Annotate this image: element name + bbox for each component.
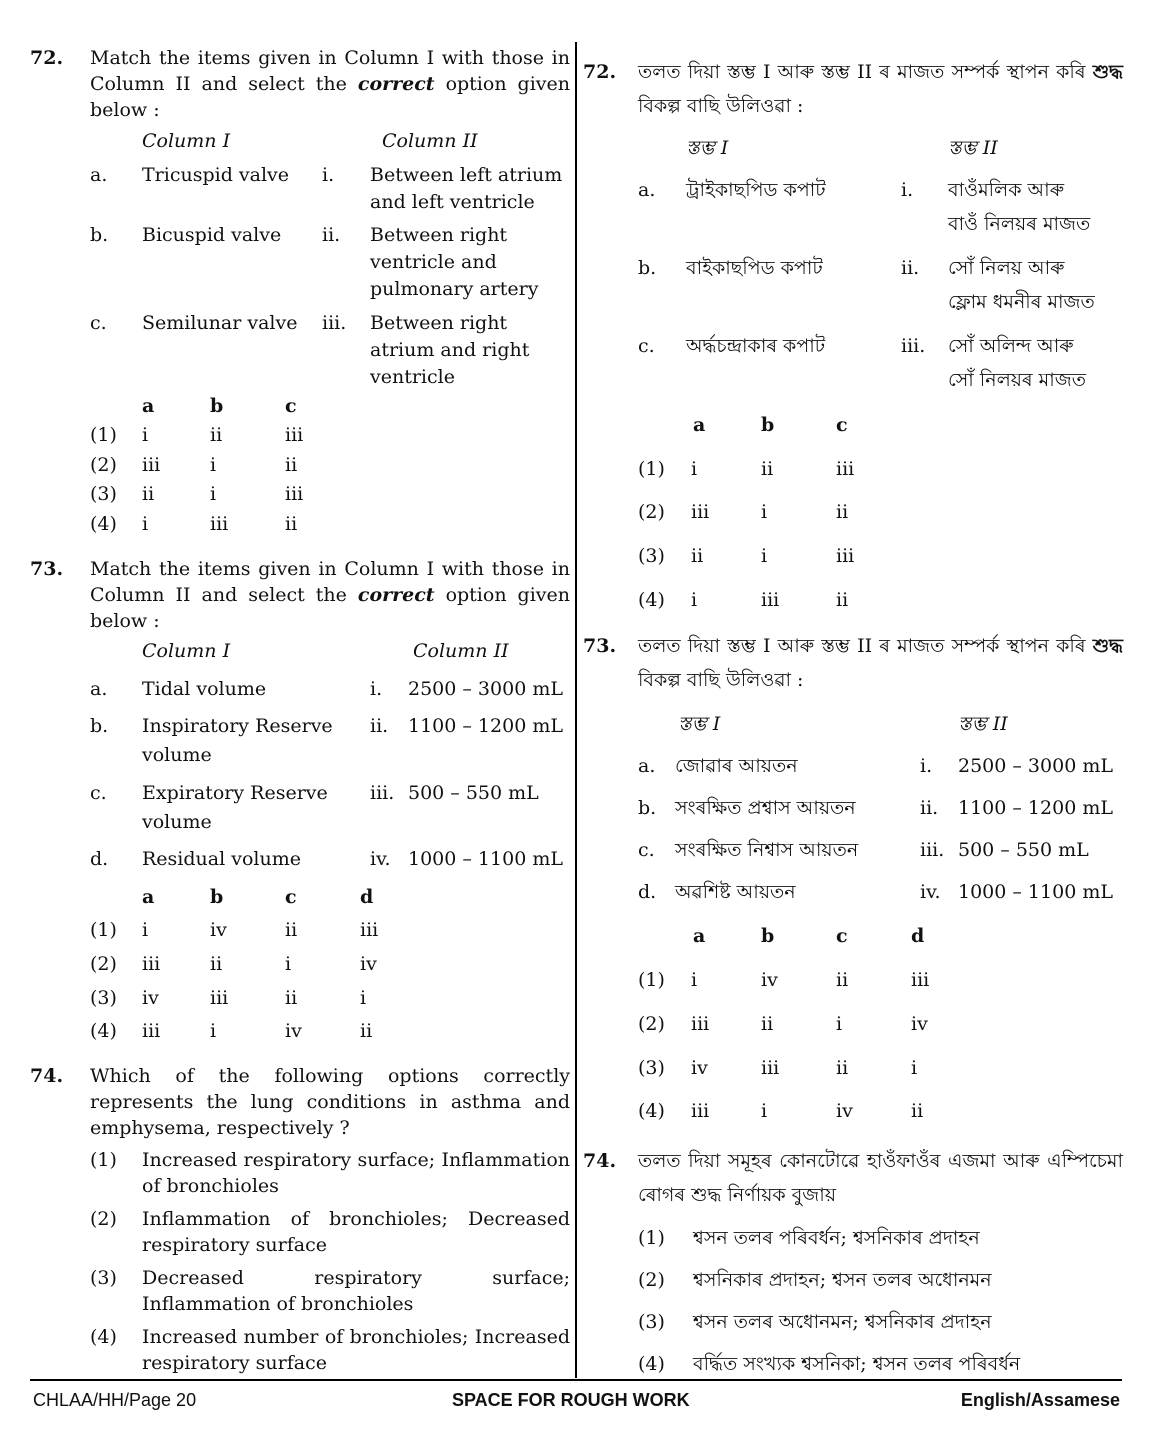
column-ii-item: 1100 – 1200 mL [408, 715, 563, 737]
column-ii-item: সোঁ অলিন্দ আৰু [948, 335, 1074, 357]
column-i-item: Bicuspid valve [142, 224, 282, 246]
row-roman: ii. [322, 224, 341, 246]
row-roman: i. [920, 755, 933, 777]
row-letter: b. [638, 257, 657, 279]
column-ii-item: 2500 – 3000 mL [408, 678, 563, 700]
column-ii-item: 1100 – 1200 mL [958, 797, 1113, 819]
column-ii-item: বাওঁমলিক আৰু [948, 179, 1065, 201]
question-stem: তলত দিয়া সমূহৰ কোনটোৱে হাওঁফাওঁৰ এজমা আৰু এম্পিচেমা ৰোগৰ শুদ্ধ নিৰ্ণায়ক বুজায় [638, 1150, 1123, 1206]
question-stem: তলত দিয়া স্তম্ভ I আৰু স্তম্ভ II ৰ মাজত সম্পৰ্ক স্থাপন কৰি শুদ্ধ বিকল্প বাছি উলিওৱা : [638, 635, 1123, 691]
column-i-item: ট্ৰাইকাছপিড কপাট [686, 179, 826, 201]
row-roman: iii. [901, 335, 926, 357]
question-number: 73. [30, 558, 64, 580]
column-i-item: volume [142, 744, 212, 766]
question-number: 73. [583, 635, 617, 657]
column-ii-item: 1000 – 1100 mL [958, 881, 1113, 903]
row-letter: c. [638, 839, 655, 861]
row-letter: a. [638, 179, 656, 201]
page-id: CHLAA/HH/Page 20 [33, 1390, 197, 1410]
option-header: d [360, 886, 374, 908]
option-header: b [210, 886, 224, 908]
column-ii-item: ventricle and [370, 251, 497, 273]
option-header: b [761, 925, 775, 947]
row-roman: ii. [920, 797, 939, 819]
column-ii-item: ventricle [370, 366, 455, 388]
column-ii-item: 1000 – 1100 mL [408, 848, 563, 870]
row-roman: iv. [920, 881, 941, 903]
question-stem: Match the items given in Column I with those in Column II and select the correct option given below : [90, 47, 570, 121]
column-i-item: Tricuspid valve [142, 164, 290, 186]
column-ii-item: 2500 – 3000 mL [958, 755, 1113, 777]
column-i-item: Tidal volume [142, 678, 267, 700]
column-i-heading: স্তম্ভ I [678, 713, 721, 735]
column-ii-item: বাওঁ নিলয়ৰ মাজত [948, 213, 1091, 235]
row-roman: ii. [901, 257, 920, 279]
column-i-item: অৱশিষ্ট আয়তন [675, 881, 796, 903]
column-ii-heading: Column II [382, 130, 478, 152]
option-header: c [836, 414, 848, 436]
option-header: a [142, 886, 155, 908]
column-ii-heading: স্তম্ভ II [958, 713, 1008, 735]
column-ii-item: 500 – 550 mL [408, 782, 539, 804]
option-header: c [285, 886, 297, 908]
language-label: English/Assamese [960, 1390, 1120, 1410]
row-roman: i. [370, 678, 383, 700]
row-letter: b. [638, 797, 657, 819]
row-roman: i. [322, 164, 335, 186]
column-i-item: সংৰক্ষিত প্ৰশ্বাস আয়তন [675, 797, 856, 819]
row-letter: a. [638, 755, 656, 777]
column-ii-item: atrium and right [370, 339, 530, 361]
option-header: c [285, 395, 297, 417]
option-header: b [210, 395, 224, 417]
column-i-item: volume [142, 811, 212, 833]
row-roman: iii. [322, 312, 347, 334]
column-ii-item: Between left atrium [370, 164, 563, 186]
row-letter: b. [90, 224, 109, 246]
option-header: b [761, 414, 775, 436]
column-ii-item: সোঁ নিলয়ৰ মাজত [948, 369, 1086, 391]
column-i-item: সংৰক্ষিত নিশ্বাস আয়তন [675, 839, 859, 861]
column-ii-item: and left ventricle [370, 191, 535, 213]
option-header: a [142, 395, 155, 417]
column-i-item: Inspiratory Reserve [142, 715, 333, 737]
row-letter: d. [638, 881, 657, 903]
column-i-heading: স্তম্ভ I [686, 137, 729, 159]
column-i-heading: Column I [142, 640, 231, 662]
row-letter: a. [90, 164, 108, 186]
column-ii-item: Between right [370, 312, 508, 334]
question-number: 74. [583, 1150, 617, 1172]
column-ii-item: 500 – 550 mL [958, 839, 1089, 861]
column-i-item: Expiratory Reserve [142, 782, 328, 804]
question-number: 74. [30, 1065, 64, 1087]
question-number: 72. [583, 61, 617, 83]
row-letter: d. [90, 848, 109, 870]
option-header: d [911, 925, 925, 947]
column-i-item: Residual volume [142, 848, 301, 870]
option-header: a [693, 414, 706, 436]
column-i-item: বাইকাছপিড কপাট [686, 257, 823, 279]
row-letter: b. [90, 715, 109, 737]
question-stem: তলত দিয়া স্তম্ভ I আৰু স্তম্ভ II ৰ মাজত সম্পৰ্ক স্থাপন কৰি শুদ্ধ বিকল্প বাছি উলিওৱা : [638, 61, 1123, 117]
column-i-heading: Column I [142, 130, 231, 152]
question-number: 72. [30, 47, 64, 69]
row-letter: c. [90, 312, 107, 334]
row-roman: ii. [370, 715, 389, 737]
row-roman: i. [901, 179, 914, 201]
column-i-item: Semilunar valve [142, 312, 298, 334]
column-ii-item: Between right [370, 224, 508, 246]
row-letter: c. [638, 335, 655, 357]
row-letter: a. [90, 678, 108, 700]
row-roman: iii. [920, 839, 945, 861]
option-header: c [836, 925, 848, 947]
column-ii-heading: Column II [413, 640, 509, 662]
column-divider [575, 42, 577, 1378]
question-stem: Match the items given in Column I with those in Column II and select the correct option given below : [90, 558, 570, 632]
column-ii-item: pulmonary artery [370, 278, 539, 300]
row-roman: iii. [370, 782, 395, 804]
option-header: a [693, 925, 706, 947]
rough-work-label: SPACE FOR ROUGH WORK [452, 1390, 690, 1410]
question-stem: Which of the following options correctly represents the lung conditions in asthma and emphysema, respectively ? [90, 1065, 570, 1139]
row-letter: c. [90, 782, 107, 804]
column-i-item: অৰ্দ্ধচন্দ্ৰাকাৰ কপাট [686, 335, 826, 357]
column-ii-item: সোঁ নিলয় আৰু [948, 257, 1065, 279]
row-roman: iv. [370, 848, 391, 870]
column-ii-item: ফ্লোম ধমনীৰ মাজত [948, 291, 1095, 313]
column-i-item: জোৱাৰ আয়তন [675, 755, 798, 777]
column-ii-heading: স্তম্ভ II [948, 137, 998, 159]
